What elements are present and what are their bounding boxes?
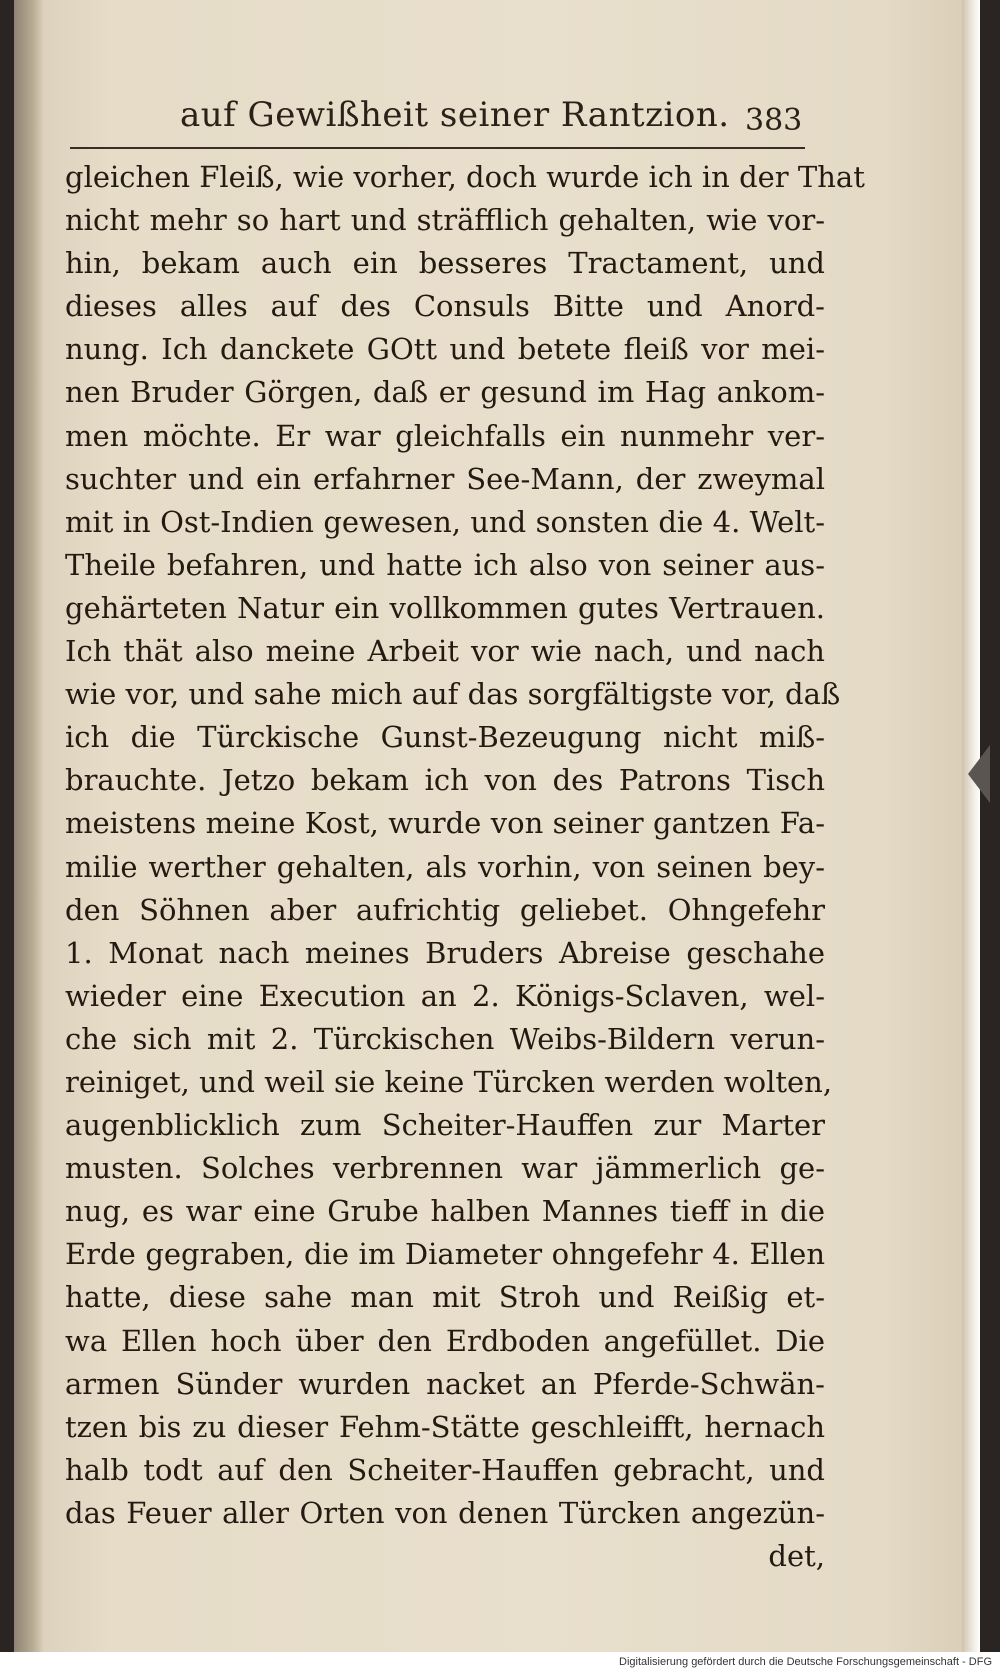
text-line: Ich thät also meine Arbeit vor wie nach, und nach [65,634,825,669]
text-line: musten. Solches verbrennen war jämmerlich ge- [65,1151,825,1186]
text-line: nug, es war eine Grube halben Mannes tieff in die [65,1194,825,1229]
text-line: Erde gegraben, die im Diameter ohngefehr 4. Ellen [65,1237,825,1272]
text-line: gleichen Fleiß, wie vorher, doch wurde ich in der That [65,160,865,194]
text-line: ich die Türckische Gunst-Bezeugung nicht miß- [65,720,825,755]
text-line: 1. Monat nach meines Bruders Abreise geschahe [65,935,825,970]
text-line: armen Sünder wurden nacket an Pferde-Schwän- [65,1366,825,1401]
text-line: das Feuer aller Orten von denen Türcken angezün- [65,1495,825,1530]
text-line: suchter und ein erfahrner See-Mann, der zweymal [65,461,825,496]
page-edge [962,0,980,1652]
text-line: men möchte. Er war gleichfalls ein nunmehr ver- [65,418,825,453]
text-line: augenblicklich zum Scheiter-Hauffen zur Marter [65,1108,825,1143]
text-line: wa Ellen hoch über den Erdboden angefüllet. Die [65,1323,825,1358]
text-line: hin, bekam auch ein besseres Tractament, und [65,246,825,281]
text-line: mit in Ost-Indien gewesen, und sonsten die 4. Welt- [65,504,825,539]
text-line: dieses alles auf des Consuls Bitte und Anord- [65,289,825,324]
text-line: nicht mehr so hart und sträfflich gehalten, wie vor- [65,203,825,238]
text-line: gehärteten Natur ein vollkommen gutes Vertrauen. [65,590,825,625]
text-line: den Söhnen aber aufrichtig geliebet. Ohngefehr [65,892,825,927]
text-line: hatte, diese sahe man mit Stroh und Reißig et- [65,1280,825,1315]
text-line: Theile befahren, und hatte ich also von seiner aus- [65,547,825,582]
text-line: nung. Ich danckete GOtt und betete fleiß vor mei- [65,332,825,367]
page-number: 383 [745,103,803,138]
catchword: det, [768,1539,825,1573]
text-line: wie vor, und sahe mich auf das sorgfältigste vor, daß [65,677,841,712]
text-line: brauchte. Jetzo bekam ich von des Patrons Tisch [65,763,825,798]
body-text [65,156,865,1578]
running-head: auf Gewißheit seiner Rantzion. [180,95,730,135]
text-line: che sich mit 2. Türckischen Weibs-Bildern verun- [65,1021,825,1056]
text-line: meistens meine Kost, wurde von seiner gantzen Fa- [65,806,825,841]
funding-credit: Digitalisierung gefördert durch die Deutsche Forschungsgemeinschaft - DFG [619,1656,992,1668]
text-line: reiniget, und weil sie keine Türcken werden wolten, [65,1064,833,1099]
text-line: milie werther gehalten, als vorhin, von seinen bey- [65,849,825,884]
text-line: nen Bruder Görgen, daß er gesund im Hag ankom- [65,375,825,410]
text-line: halb todt auf den Scheiter-Hauffen gebracht, und [65,1452,825,1487]
text-line: wieder eine Execution an 2. Königs-Sclaven, wel- [65,978,825,1013]
page-gutter [14,0,44,1652]
text-line: tzen bis zu dieser Fehm-Stätte geschleifft, hernach [65,1409,825,1444]
header-rule [70,147,805,149]
